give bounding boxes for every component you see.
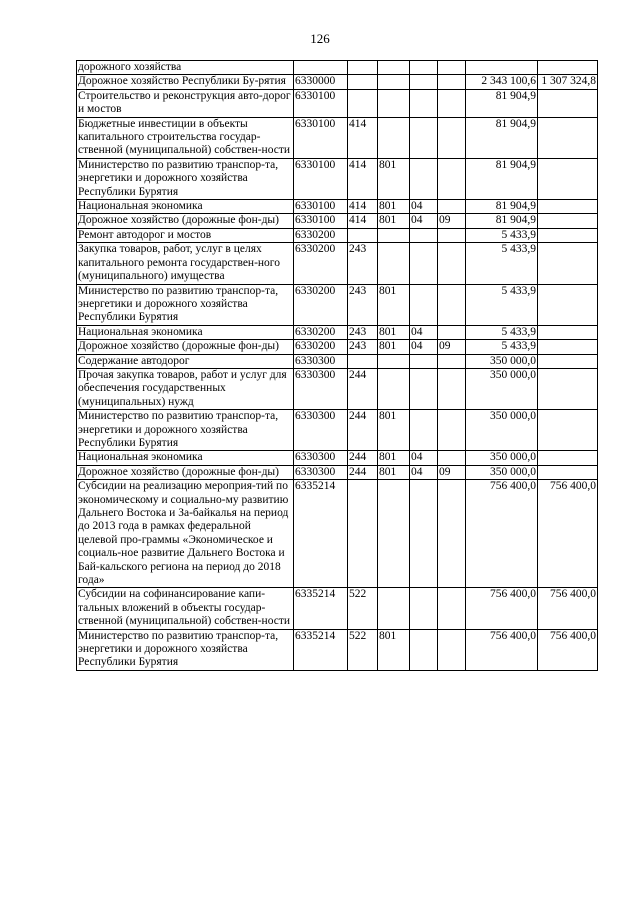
amount-second-cell <box>538 61 598 75</box>
section-cell <box>410 243 438 284</box>
expense-type-cell: 244 <box>348 465 378 479</box>
target-article-cell: 6330200 <box>294 284 348 325</box>
amount-cell: 5 433,9 <box>466 340 538 354</box>
ministry-code-cell: 801 <box>378 214 410 228</box>
table-row <box>77 588 598 629</box>
section-cell: 04 <box>410 325 438 339</box>
subsection-cell <box>438 89 466 117</box>
section-cell <box>410 629 438 670</box>
subsection-cell <box>438 243 466 284</box>
expense-type-cell <box>348 354 378 368</box>
target-article-cell: 6335214 <box>294 588 348 629</box>
expense-name-cell: Субсидии на реализацию мероприя-тий по экономическому и социально-му развитию Дальнего Востока и За-байкалья на период до 2013 года в рамках федеральной целевой про-граммы «Экономическое и социаль-ное развитие Дальнего Востока и Бай-кальского региона на период до 2018 года» <box>77 480 294 588</box>
target-article-cell: 6330000 <box>294 75 348 89</box>
expense-type-cell: 244 <box>348 368 378 409</box>
expense-name-cell: Субсидии на софинансирование капи-тальных вложений в объекты государ-ственной (муниципальной) собствен-ности <box>77 588 294 629</box>
amount-second-cell: 756 400,0 <box>538 480 598 588</box>
amount-cell: 350 000,0 <box>466 451 538 465</box>
section-cell <box>410 158 438 199</box>
amount-second-cell <box>538 228 598 242</box>
amount-cell: 350 000,0 <box>466 368 538 409</box>
target-article-cell: 6330300 <box>294 354 348 368</box>
expense-type-cell: 244 <box>348 451 378 465</box>
ministry-code-cell <box>378 243 410 284</box>
expense-type-cell: 414 <box>348 200 378 214</box>
subsection-cell <box>438 410 466 451</box>
table-row <box>77 228 598 242</box>
amount-cell: 5 433,9 <box>466 325 538 339</box>
section-cell <box>410 284 438 325</box>
amount-cell: 2 343 100,6 <box>466 75 538 89</box>
amount-second-cell <box>538 368 598 409</box>
ministry-code-cell: 801 <box>378 340 410 354</box>
table-row <box>77 243 598 284</box>
page-number: 126 <box>310 31 330 46</box>
ministry-code-cell: 801 <box>378 410 410 451</box>
section-cell <box>410 368 438 409</box>
target-article-cell: 6330100 <box>294 89 348 117</box>
subsection-cell <box>438 284 466 325</box>
target-article-cell: 6330300 <box>294 451 348 465</box>
subsection-cell <box>438 480 466 588</box>
expense-type-cell: 244 <box>348 410 378 451</box>
expense-name-cell: Дорожное хозяйство (дорожные фон-ды) <box>77 214 294 228</box>
expense-name-cell: Дорожное хозяйство Республики Бу-рятия <box>77 75 294 89</box>
ministry-code-cell <box>378 228 410 242</box>
expense-name-cell: Прочая закупка товаров, работ и услуг для обеспечения государственных (муниципальных) нужд <box>77 368 294 409</box>
target-article-cell: 6335214 <box>294 480 348 588</box>
section-cell <box>410 228 438 242</box>
section-cell: 04 <box>410 200 438 214</box>
amount-second-cell <box>538 410 598 451</box>
amount-second-cell: 756 400,0 <box>538 629 598 670</box>
amount-cell: 81 904,9 <box>466 117 538 158</box>
ministry-code-cell <box>378 89 410 117</box>
subsection-cell <box>438 325 466 339</box>
table-row <box>77 89 598 117</box>
ministry-code-cell: 801 <box>378 284 410 325</box>
ministry-code-cell: 801 <box>378 325 410 339</box>
section-cell <box>410 588 438 629</box>
ministry-code-cell <box>378 354 410 368</box>
target-article-cell: 6330100 <box>294 158 348 199</box>
target-article-cell: 6330100 <box>294 214 348 228</box>
expense-type-cell: 522 <box>348 588 378 629</box>
expense-name-cell: Закупка товаров, работ, услуг в целях капитального ремонта государствен-ного (муниципального) имущества <box>77 243 294 284</box>
subsection-cell <box>438 200 466 214</box>
amount-cell: 756 400,0 <box>466 629 538 670</box>
ministry-code-cell <box>378 117 410 158</box>
table-row <box>77 354 598 368</box>
table-row <box>77 75 598 89</box>
section-cell <box>410 61 438 75</box>
expense-type-cell: 243 <box>348 243 378 284</box>
subsection-cell <box>438 368 466 409</box>
amount-second-cell <box>538 243 598 284</box>
subsection-cell: 09 <box>438 214 466 228</box>
amount-second-cell <box>538 340 598 354</box>
table-row <box>77 451 598 465</box>
table-row <box>77 465 598 479</box>
amount-cell: 350 000,0 <box>466 465 538 479</box>
expense-type-cell <box>348 480 378 588</box>
expense-name-cell: Национальная экономика <box>77 200 294 214</box>
amount-cell: 5 433,9 <box>466 228 538 242</box>
subsection-cell: 09 <box>438 340 466 354</box>
subsection-cell <box>438 354 466 368</box>
expense-name-cell: Ремонт автодорог и мостов <box>77 228 294 242</box>
ministry-code-cell: 801 <box>378 629 410 670</box>
subsection-cell <box>438 629 466 670</box>
section-cell <box>410 480 438 588</box>
expense-name-cell: дорожного хозяйства <box>77 61 294 75</box>
section-cell <box>410 354 438 368</box>
table-row <box>77 368 598 409</box>
amount-cell: 81 904,9 <box>466 89 538 117</box>
amount-second-cell <box>538 284 598 325</box>
amount-cell: 756 400,0 <box>466 588 538 629</box>
section-cell <box>410 117 438 158</box>
table-row <box>77 61 598 75</box>
ministry-code-cell: 801 <box>378 465 410 479</box>
amount-cell: 81 904,9 <box>466 214 538 228</box>
expense-type-cell: 414 <box>348 117 378 158</box>
amount-cell: 5 433,9 <box>466 284 538 325</box>
table-row <box>77 200 598 214</box>
amount-second-cell <box>538 214 598 228</box>
expense-name-cell: Бюджетные инвестиции в объекты капитального строительства государ-ственной (муниципальной) собствен-ности <box>77 117 294 158</box>
amount-second-cell <box>538 451 598 465</box>
target-article-cell: 6335214 <box>294 629 348 670</box>
table-row <box>77 117 598 158</box>
subsection-cell <box>438 228 466 242</box>
section-cell: 04 <box>410 451 438 465</box>
table-row <box>77 284 598 325</box>
ministry-code-cell <box>378 480 410 588</box>
subsection-cell <box>438 588 466 629</box>
section-cell: 04 <box>410 465 438 479</box>
amount-cell <box>466 61 538 75</box>
expense-type-cell <box>348 75 378 89</box>
table-row <box>77 214 598 228</box>
table-row <box>77 325 598 339</box>
expense-name-cell: Содержание автодорог <box>77 354 294 368</box>
expense-name-cell: Министерство по развитию транспор-та, энергетики и дорожного хозяйства Республики Бурятия <box>77 629 294 670</box>
ministry-code-cell: 801 <box>378 158 410 199</box>
target-article-cell: 6330200 <box>294 243 348 284</box>
subsection-cell <box>438 158 466 199</box>
amount-cell: 5 433,9 <box>466 243 538 284</box>
expense-name-cell: Министерство по развитию транспор-та, энергетики и дорожного хозяйства Республики Бурятия <box>77 410 294 451</box>
table-row <box>77 480 598 588</box>
subsection-cell <box>438 61 466 75</box>
expense-type-cell: 243 <box>348 284 378 325</box>
section-cell: 04 <box>410 340 438 354</box>
subsection-cell <box>438 117 466 158</box>
expense-type-cell <box>348 228 378 242</box>
target-article-cell: 6330300 <box>294 410 348 451</box>
ministry-code-cell <box>378 61 410 75</box>
expense-name-cell: Министерство по развитию транспор-та, энергетики и дорожного хозяйства Республики Бурятия <box>77 158 294 199</box>
expense-type-cell: 243 <box>348 325 378 339</box>
ministry-code-cell: 801 <box>378 200 410 214</box>
amount-second-cell <box>538 158 598 199</box>
amount-second-cell <box>538 354 598 368</box>
section-cell: 04 <box>410 214 438 228</box>
amount-second-cell <box>538 89 598 117</box>
amount-cell: 81 904,9 <box>466 158 538 199</box>
amount-cell: 756 400,0 <box>466 480 538 588</box>
target-article-cell <box>294 61 348 75</box>
target-article-cell: 6330200 <box>294 325 348 339</box>
target-article-cell: 6330200 <box>294 228 348 242</box>
expense-type-cell: 414 <box>348 214 378 228</box>
amount-second-cell <box>538 200 598 214</box>
amount-cell: 81 904,9 <box>466 200 538 214</box>
table-row <box>77 340 598 354</box>
amount-second-cell <box>538 117 598 158</box>
section-cell <box>410 89 438 117</box>
expense-type-cell <box>348 89 378 117</box>
ministry-code-cell: 801 <box>378 451 410 465</box>
subsection-cell: 09 <box>438 465 466 479</box>
ministry-code-cell <box>378 368 410 409</box>
table-row <box>77 410 598 451</box>
amount-second-cell <box>538 325 598 339</box>
amount-cell: 350 000,0 <box>466 410 538 451</box>
amount-second-cell <box>538 465 598 479</box>
target-article-cell: 6330300 <box>294 465 348 479</box>
amount-cell: 350 000,0 <box>466 354 538 368</box>
expense-type-cell: 414 <box>348 158 378 199</box>
expense-type-cell <box>348 61 378 75</box>
section-cell <box>410 75 438 89</box>
table-row <box>77 158 598 199</box>
target-article-cell: 6330100 <box>294 200 348 214</box>
subsection-cell <box>438 75 466 89</box>
table-row <box>77 629 598 670</box>
expense-name-cell: Национальная экономика <box>77 451 294 465</box>
subsection-cell <box>438 451 466 465</box>
expense-type-cell: 522 <box>348 629 378 670</box>
ministry-code-cell <box>378 588 410 629</box>
amount-second-cell: 1 307 324,8 <box>538 75 598 89</box>
section-cell <box>410 410 438 451</box>
target-article-cell: 6330200 <box>294 340 348 354</box>
target-article-cell: 6330100 <box>294 117 348 158</box>
expense-name-cell: Национальная экономика <box>77 325 294 339</box>
expense-name-cell: Министерство по развитию транспор-та, энергетики и дорожного хозяйства Республики Бурятия <box>77 284 294 325</box>
expense-name-cell: Дорожное хозяйство (дорожные фон-ды) <box>77 340 294 354</box>
expense-name-cell: Дорожное хозяйство (дорожные фон-ды) <box>77 465 294 479</box>
budget-table <box>76 60 598 671</box>
expense-name-cell: Строительство и реконструкция авто-дорог и мостов <box>77 89 294 117</box>
target-article-cell: 6330300 <box>294 368 348 409</box>
amount-second-cell: 756 400,0 <box>538 588 598 629</box>
expense-type-cell: 243 <box>348 340 378 354</box>
ministry-code-cell <box>378 75 410 89</box>
